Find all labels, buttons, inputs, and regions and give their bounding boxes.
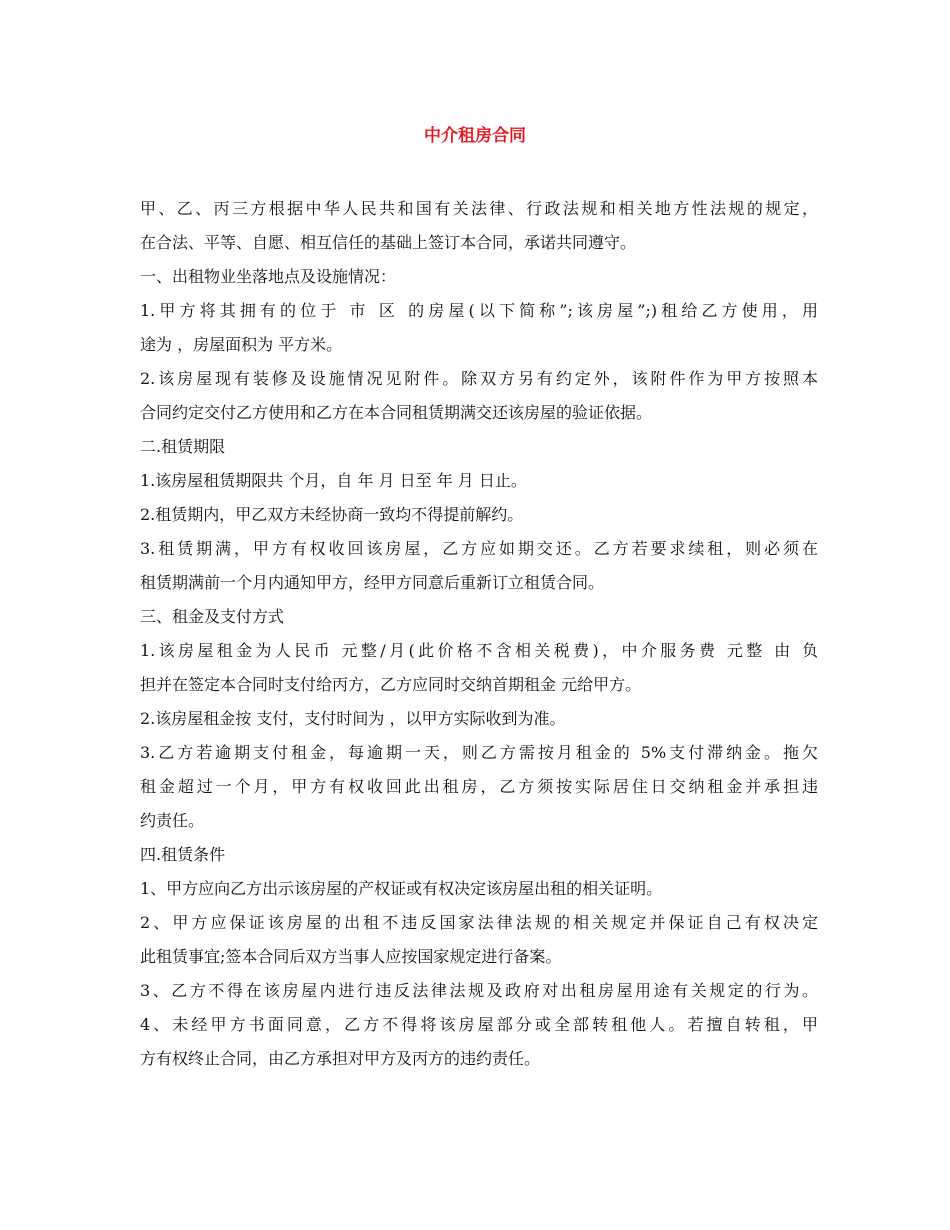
text-line: 途为 ，房屋面积为 平方米。 — [140, 335, 343, 354]
text-line: 1、甲方应向乙方出示该房屋的产权证或有权决定该房屋出租的相关证明。 — [140, 879, 663, 898]
text-line: 在合法、平等、自愿、相互信任的基础上签订本合同，承诺共同遵守。 — [140, 233, 637, 252]
text-line: 四.租赁条件 — [140, 845, 226, 864]
text-line: 约责任。 — [140, 811, 205, 830]
text-line: 2.租赁期内，甲乙双方未经协商一致均不得提前解约。 — [140, 505, 524, 524]
text-line: 三、租金及支付方式 — [140, 607, 285, 626]
text-line: 合同约定交付乙方使用和乙方在本合同租赁期满交还该房屋的验证依据。 — [140, 403, 653, 422]
text-line: 3.乙方若逾期支付租金，每逾期一天，则乙方需按月租金的 5%支付滞纳金。拖欠 — [140, 743, 818, 762]
text-line: 二.租赁期限 — [140, 437, 226, 456]
text-line: 方有权终止合同，由乙方承担对甲方及丙方的违约责任。 — [140, 1049, 541, 1068]
text-line: 3.租赁期满，甲方有权收回该房屋，乙方应如期交还。乙方若要求续租，则必须在 — [140, 539, 818, 558]
text-line: 2.该房屋现有装修及设施情况见附件。除双方另有约定外，该附件作为甲方按照本 — [140, 369, 818, 388]
text-line: 此租赁事宜;签本合同后双方当事人应按国家规定进行备案。 — [140, 947, 562, 966]
text-line: 3、乙方不得在该房屋内进行违反法律法规及政府对出租房屋用途有关规定的行为。 — [140, 981, 818, 1000]
text-line: 1.该房屋租赁期限共 个月，自 年 月 日至 年 月 日止。 — [140, 471, 527, 490]
document-body — [140, 192, 818, 1076]
text-line: 2、甲方应保证该房屋的出租不违反国家法律法规的相关规定并保证自己有权决定 — [140, 913, 818, 932]
text-line: 甲、乙、丙三方根据中华人民共和国有关法律、行政法规和相关地方性法规的规定， — [140, 199, 818, 218]
text-line: 一、出租物业坐落地点及设施情况： — [140, 267, 397, 286]
text-line: 4、未经甲方书面同意，乙方不得将该房屋部分或全部转租他人。若擅自转租，甲 — [140, 1015, 818, 1034]
text-line: 租赁期满前一个月内通知甲方，经甲方同意后重新订立租赁合同。 — [140, 573, 605, 592]
text-line: 1.甲方将其拥有的位于 市 区 的房屋(以下简称”;该房屋”;)租给乙方使用，用 — [140, 301, 818, 320]
text-line: 租金超过一个月，甲方有权收回此出租房，乙方须按实际居住日交纳租金并承担违 — [140, 777, 818, 796]
text-line: 担并在签定本合同时支付给丙方，乙方应同时交纳首期租金 元给甲方。 — [140, 675, 642, 694]
text-line: 1.该房屋租金为人民币 元整/月(此价格不含相关税费)，中介服务费 元整 由 负 — [140, 641, 818, 660]
document-title: 中介租房合同 — [424, 126, 526, 146]
text-line: 2.该房屋租金按 支付，支付时间为 ，以甲方实际收到为准。 — [140, 709, 566, 728]
